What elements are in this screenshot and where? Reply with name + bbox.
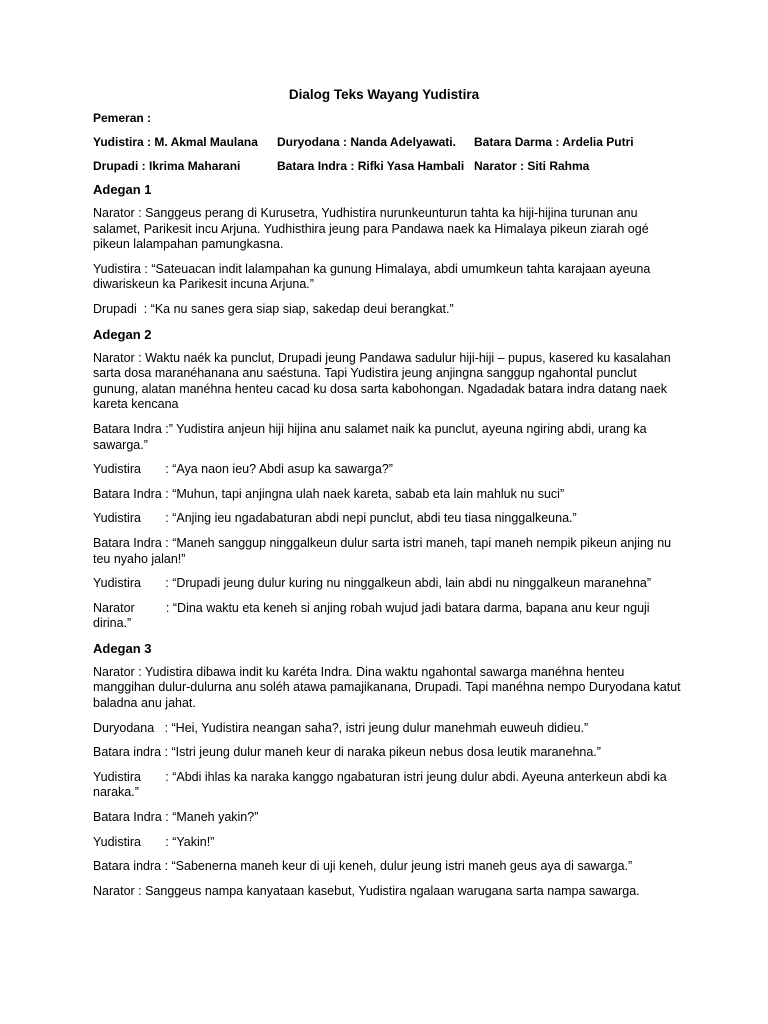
- dialog-paragraph: Yudistira : “Anjing ieu ngadabaturan abdi nepi punclut, abdi teu tiasa ninggalkeuna.”: [93, 511, 577, 526]
- cast-row: [0, 159, 768, 175]
- scene-heading: Adegan 2: [93, 326, 152, 342]
- scene-heading: Adegan 3: [93, 640, 152, 656]
- dialog-paragraph: Yudistira : “Abdi ihlas ka naraka kanggo ngabaturan istri jeung dulur abdi. Ayeuna anterkeun abdi ka naraka.”: [93, 769, 671, 800]
- dialog-paragraph: Yudistira : “Drupadi jeung dulur kuring nu ninggalkeun abdi, lain abdi nu ninggalkeun maranehna”: [93, 576, 652, 591]
- cast-row: [0, 135, 768, 151]
- cast-entry: Narator : Siti Rahma: [474, 159, 590, 173]
- cast-entry: Duryodana : Nanda Adelyawati.: [277, 135, 456, 149]
- dialog-paragraph: Yudistira : “Sateuacan indit lalampahan ka gunung Himalaya, abdi umumkeun tahta karajaan ayeuna diwariskeun ka Parikesit incuna Arjuna.”: [93, 261, 654, 292]
- dialog-paragraph: Drupadi : “Ka nu sanes gera siap siap, sakedap deui berangkat.”: [93, 301, 454, 316]
- cast-entry: Yudistira : M. Akmal Maulana: [93, 135, 258, 149]
- dialog-paragraph: Batara indra : “Istri jeung dulur maneh keur di naraka pikeun nebus dosa leutik maranehna.”: [93, 745, 601, 760]
- dialog-paragraph: Yudistira : “Aya naon ieu? Abdi asup ka sawarga?”: [93, 462, 393, 477]
- cast-entry: Drupadi : Ikrima Maharani: [93, 159, 241, 173]
- dialog-paragraph: Narator : “Dina waktu eta keneh si anjing robah wujud jadi batara darma, bapana anu keur nguji dirina.”: [93, 600, 654, 631]
- dialog-paragraph: Narator : Sanggeus perang di Kurusetra, Yudhistira nurunkeunturun tahta ka hiji-hijina turunan anu salamet, Parikesit incu Arjuna. Yudhisthira jeung para Pandawa naek ka Himalaya pikeun ziarah ogé pikeun lalampahan pamungkasna.: [93, 206, 653, 252]
- scene-heading: Adegan 1: [93, 182, 152, 197]
- dialog-paragraph: Batara Indra : “Maneh yakin?”: [93, 810, 259, 825]
- cast-entry: Batara Indra : Rifki Yasa Hambali: [277, 159, 465, 173]
- dialog-paragraph: Yudistira : “Yakin!”: [93, 834, 215, 849]
- dialog-paragraph: Batara Indra :” Yudistira anjeun hiji hijina anu salamet naik ka punclut, ayeuna ngiring abdi, urang ka sawarga.”: [93, 421, 651, 452]
- dialog-paragraph: Batara Indra : “Muhun, tapi anjingna ulah naek kareta, sabab eta lain mahluk nu suci”: [93, 486, 565, 501]
- cast-label: Pemeran :: [93, 111, 152, 125]
- document-title: Dialog Teks Wayang Yudistira: [288, 87, 480, 102]
- dialog-content: [93, 182, 683, 908]
- dialog-paragraph: Narator : Yudistira dibawa indit ku karéta Indra. Dina waktu ngahontal sawarga manéhna henteu manggihan dulur-dulurna anu soléh atawa pamajikanana, Drupadi. Tapi manéhna nempo Duryodana katut baladna anu jahat.: [93, 664, 685, 711]
- dialog-paragraph: Duryodana : “Hei, Yudistira neangan saha?, istri jeung dulur manehmah euweuh didieu.”: [93, 720, 589, 735]
- cast-entry: Batara Darma : Ardelia Putri: [474, 135, 634, 149]
- dialog-paragraph: Narator : Waktu naék ka punclut, Drupadi jeung Pandawa sadulur hiji-hiji – pupus, kasered ku kasalahan sarta dosa maranéhanana anu saéstuna. Tapi Yudistira jeung anjingna sanggup ngahontal punclut gunung, alatan manéhna henteu cacad ku dosa sarta kabohongan. Ngadadak batara indra datang naek kareta kencana: [93, 350, 675, 412]
- dialog-paragraph: Batara indra : “Sabenerna maneh keur di uji keneh, dulur jeung istri maneh geus aya di sawarga.”: [93, 859, 633, 874]
- dialog-paragraph: Batara Indra : “Maneh sanggup ninggalkeun dulur sarta istri maneh, tapi maneh nempik pikeun anjing nu teu nyaho jalan!”: [93, 535, 675, 566]
- dialog-paragraph: Narator : Sanggeus nampa kanyataan kasebut, Yudistira ngalaan warugana sarta nampa sawarga.: [93, 883, 640, 898]
